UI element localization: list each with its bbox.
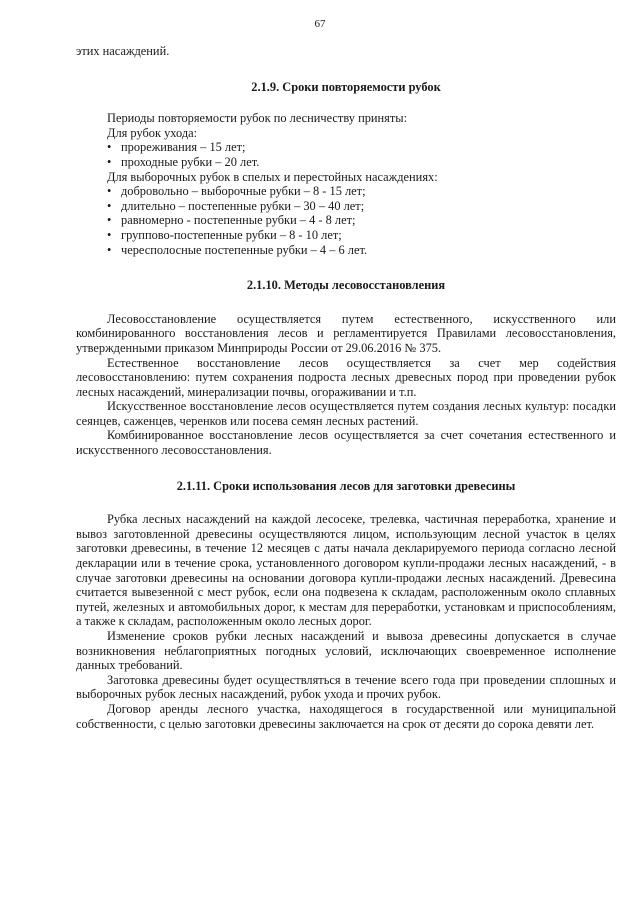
care-list	[76, 140, 616, 169]
page-number: 67	[314, 18, 326, 30]
selective-list	[76, 184, 616, 257]
section-2-1-9-heading: 2.1.9. Сроки повторяемости рубок	[251, 79, 441, 94]
paragraph: Комбинированное восстановление лесов осуществляется за счет сочетания естественного и искусственного лесовосстановления.	[76, 428, 616, 458]
care-label: Для рубок ухода:	[107, 125, 198, 140]
list-item: • проходные рубки – 20 лет.	[76, 155, 616, 170]
paragraph: Изменение сроков рубки лесных насаждений и вывоза древесины допускается в случае возникновения неблагоприятных погодных условий, исключающих своевременное исполнение данных требований.	[76, 629, 616, 673]
paragraph: Договор аренды лесного участка, находящегося в государственной или муниципальной собственности, с целью заготовки древесины заключается на срок от десяти до сорока девяти лет.	[76, 701, 616, 731]
page-content	[76, 44, 616, 731]
paragraph: Рубка лесных насаждений на каждой лесосеке, трелевка, частичная переработка, хранение и вывоз заготовленной древесины осуществляются лицом, использующим лесной участок в целях заготовки древесины, в течение 12 месяцев с даты начала декларируемого периода согласно лесной декларации или в течение срока, установленного договором купли-продажи лесных насаждений, - в случае заготовки древесины на основании договора купли-продажи лесных насаждений. Древесина считается вывезенной с мест рубок, если она подвезена к складам, расположенным около сплавных путей, железных и автомобильных дорог, к местам для переработки, установкам и приспособлениям, а также к складам, расположенным около лесных дорог.	[76, 512, 616, 629]
selective-label: Для выборочных рубок в спелых и перестойных насаждениях:	[107, 169, 438, 184]
continuation-text: этих насаждений.	[76, 44, 170, 58]
paragraph: Естественное восстановление лесов осуществляется за счет мер содействия лесовосстановлению: путем сохранения подроста лесных древесных пород при проведении рубок лесных насаждений, минерализации почвы, огораживании и т.п.	[76, 355, 616, 399]
paragraph: Заготовка древесины будет осуществляться в течение всего года при проведении сплошных и выборочных рубок лесных насаждений, рубок ухода и прочих рубок.	[76, 672, 616, 702]
list-item: • длительно – постепенные рубки – 30 – 40 лет;	[76, 199, 616, 214]
section-2-1-10-heading: 2.1.10. Методы лесовосстановления	[246, 278, 446, 293]
paragraph: Искусственное восстановление лесов осуществляется путем создания лесных культур: посадки сеянцев, саженцев, черенков или посева семян лесных растений.	[76, 399, 616, 428]
list-item: • чересполосные постепенные рубки – 4 – 6 лет.	[76, 243, 616, 258]
list-item: • добровольно – выборочные рубки – 8 - 15 лет;	[76, 184, 616, 199]
list-item: • прореживания – 15 лет;	[76, 140, 616, 155]
paragraph: Лесовосстановление осуществляется путем естественного, искусственного или комбинированного восстановления лесов и регламентируется Правилами лесовосстановления, утвержденными приказом Минприроды России от 29.06.2016 № 375.	[76, 311, 616, 355]
list-item: • равномерно - постепенные рубки – 4 - 8 лет;	[76, 213, 616, 228]
repeat-intro: Периоды повторяемости рубок по лесничеству приняты:	[107, 111, 408, 126]
list-item: • группово-постепенные рубки – 8 - 10 лет;	[76, 228, 616, 243]
section-2-1-11-heading: 2.1.11. Сроки использования лесов для заготовки древесины	[176, 478, 516, 493]
